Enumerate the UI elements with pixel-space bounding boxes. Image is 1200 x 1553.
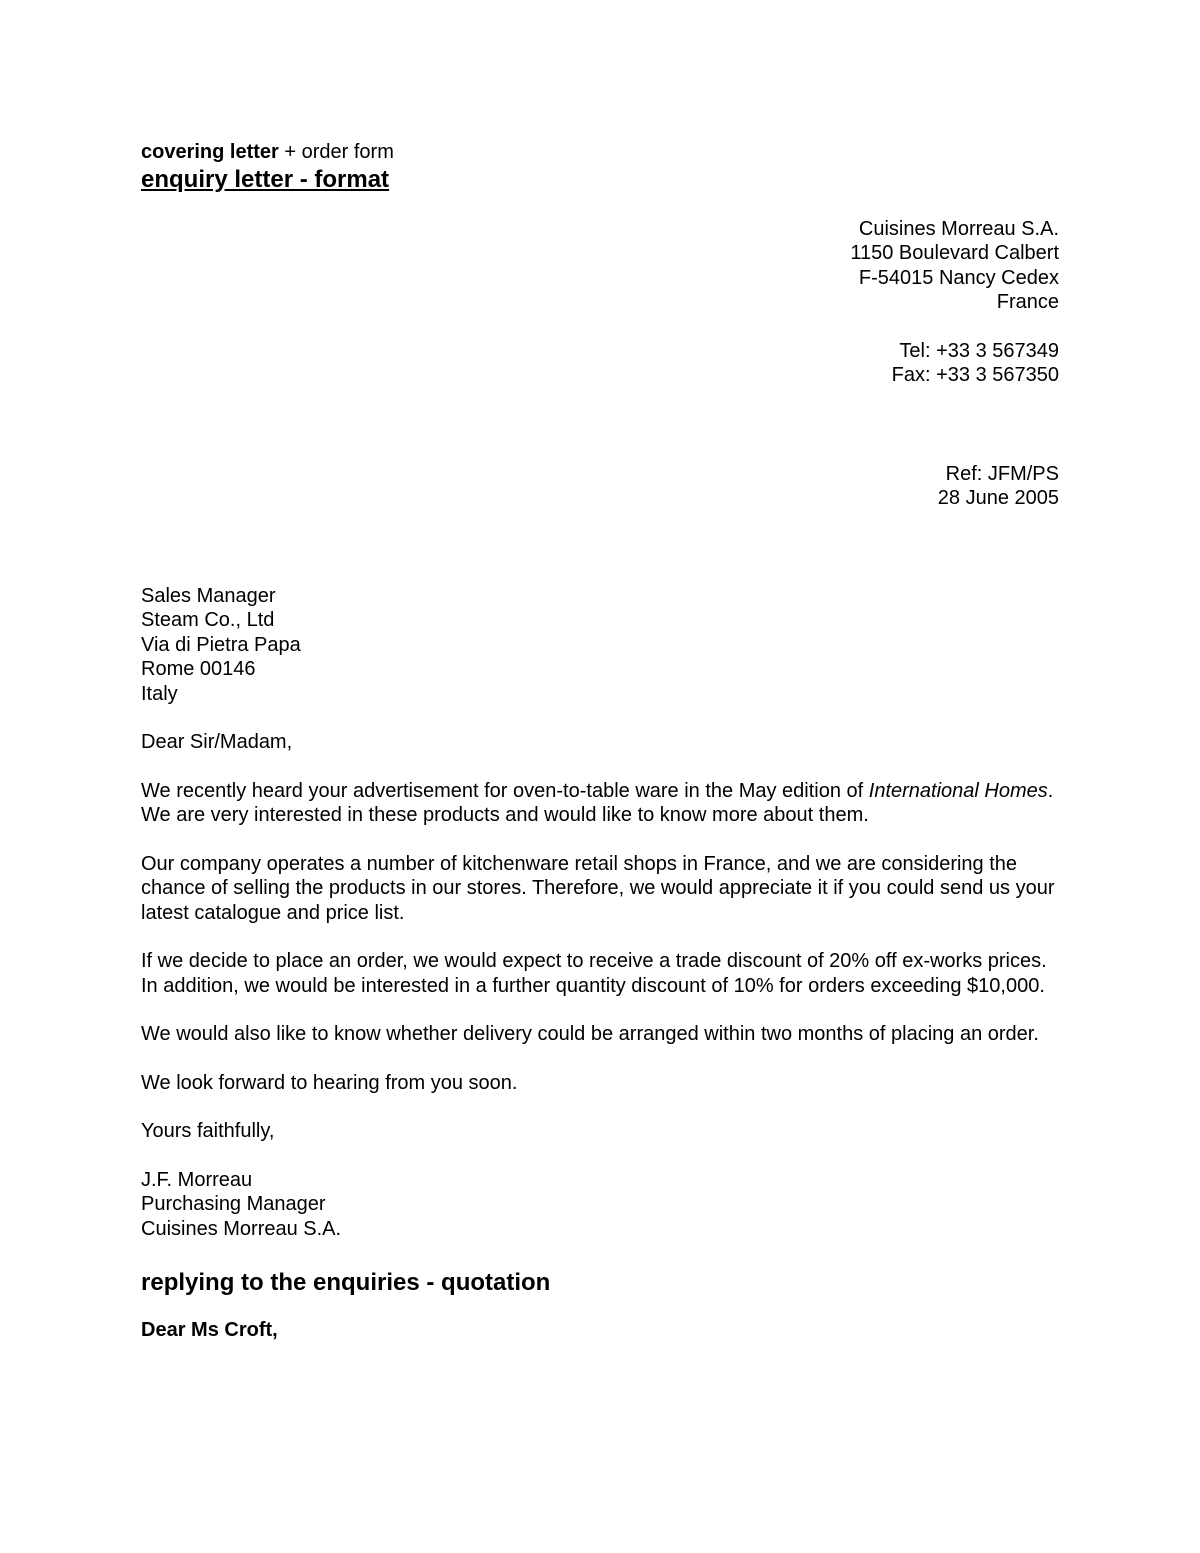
signature-line: Cuisines Morreau S.A. (141, 1217, 342, 1240)
section-salutation: Dear Ms Croft, (141, 1319, 278, 1341)
reference-block (141, 462, 1059, 511)
closing: Yours faithfully, (141, 1120, 275, 1142)
sender-fax: Fax: +33 3 567350 (891, 364, 1059, 386)
body-paragraph-3: If we decide to place an order, we would expect to receive a trade discount of 20% off ex-works prices. In addition, we would be interested in a further quantity discount of 10% for orders exceeding $10,000. (141, 950, 1047, 997)
intro-line (141, 140, 1059, 165)
sender-address-line: France (996, 291, 1059, 313)
letter-date: 28 June 2005 (937, 487, 1059, 509)
sender-address-line: 1150 Boulevard Calbert (850, 242, 1059, 264)
sender-address (141, 217, 1059, 315)
intro-bold-text: covering letter (141, 141, 279, 163)
sender-address-line: F-54015 Nancy Cedex (858, 266, 1059, 289)
signature-line: J.F. Morreau (141, 1168, 253, 1191)
recipient-address-line: Steam Co., Ltd (141, 609, 275, 631)
section-heading: replying to the enquiries - quotation (141, 1269, 551, 1296)
recipient-address-line: Rome 00146 (141, 658, 256, 680)
sender-contact (141, 339, 1059, 388)
p1-text-after: . We are very interested in these products and would like to know more about them. (141, 779, 1054, 826)
sender-tel: Tel: +33 3 567349 (899, 339, 1059, 362)
recipient-address-line: Italy (141, 682, 178, 705)
letter-page (141, 140, 1059, 1343)
body-paragraph-2: Our company operates a number of kitchenware retail shops in France, and we are considering the chance of selling the products in our stores. Therefore, we would appreciate it if you could send us your latest catalogue and price list. (141, 852, 1055, 924)
body-paragraph-1 (141, 779, 1059, 828)
recipient-address-line: Via di Pietra Papa (141, 633, 301, 656)
p1-text-before: We recently heard your advertisement for oven-to-table ware in the May edition of (141, 779, 869, 802)
recipient-address-line: Sales Manager (141, 584, 276, 607)
sender-address-line: Cuisines Morreau S.A. (858, 217, 1059, 240)
intro-rest-text: + order form (278, 141, 394, 163)
reference-code: Ref: JFM/PS (945, 462, 1059, 485)
signature-line: Purchasing Manager (141, 1193, 326, 1215)
page-title: enquiry letter - format (141, 165, 390, 193)
salutation: Dear Sir/Madam, (141, 731, 293, 753)
body-paragraph-5: We look forward to hearing from you soon. (141, 1071, 518, 1094)
body-paragraph-4: We would also like to know whether delivery could be arranged within two months of placing an order. (141, 1023, 1039, 1045)
signature-block (141, 1168, 1059, 1242)
recipient-address (141, 584, 1059, 707)
publication-name: International Homes (868, 779, 1048, 802)
